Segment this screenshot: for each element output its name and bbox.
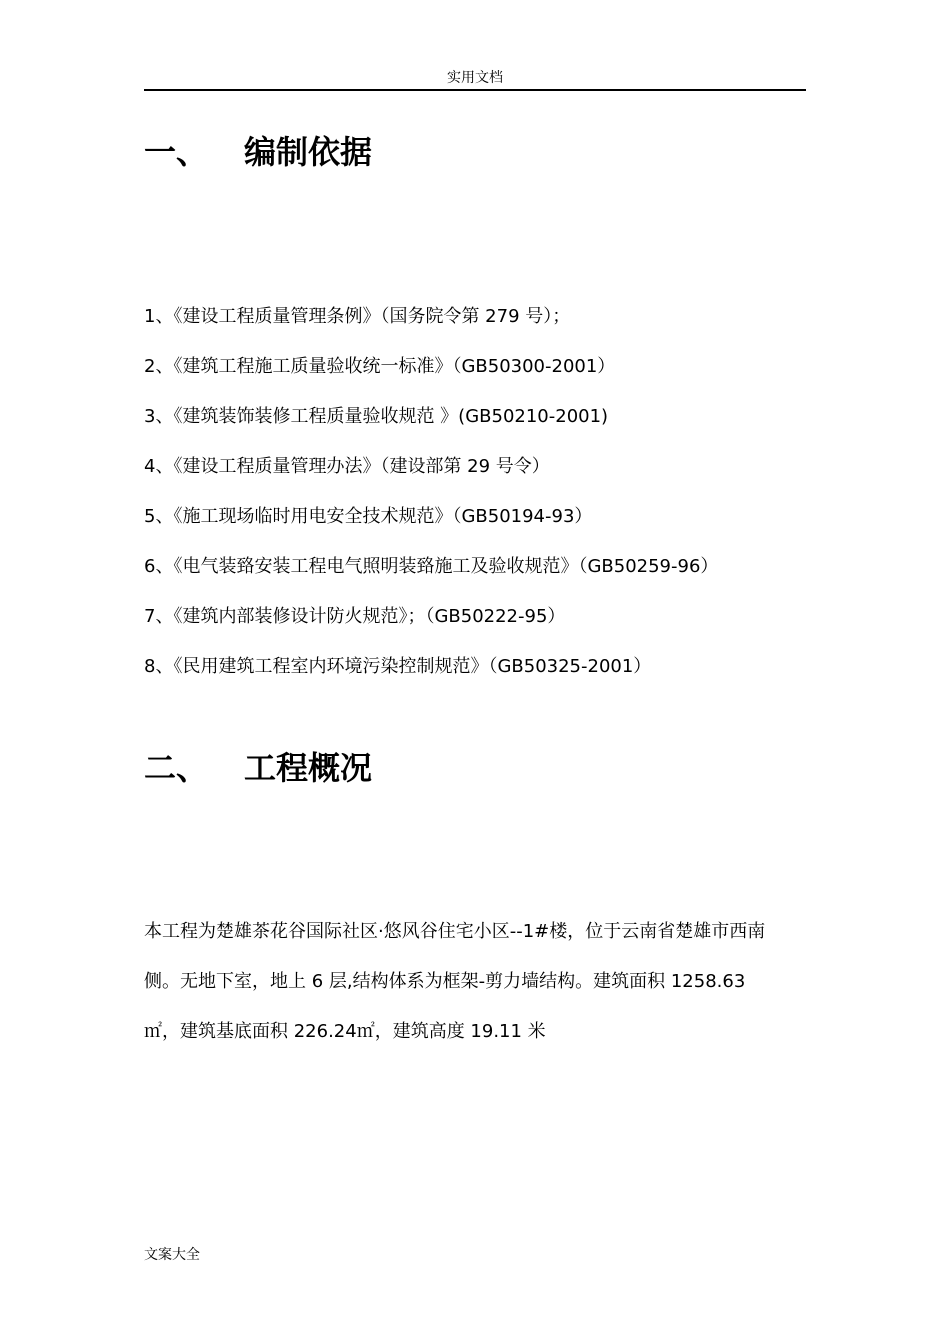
paragraph-line: 侧。无地下室，地上 6 层,结构体系为框架-剪力墙结构。建筑面积 1258.63 <box>144 971 746 992</box>
section-heading-overview <box>144 746 806 790</box>
section-title: 工程概况 <box>244 749 373 787</box>
list-item: 2、《建筑工程施工质量验收统一标准》（GB50300-2001） <box>144 356 616 377</box>
list-item: 6、《电气装臵安装工程电气照明装臵施工及验收规范》（GB50259-96） <box>144 556 719 577</box>
section-heading-basis <box>144 130 806 174</box>
section-title: 编制依据 <box>244 133 373 171</box>
section-number: 二、 <box>144 749 209 787</box>
list-item: 7、《建筑内部装修设计防火规范》；（GB50222-95） <box>144 606 566 627</box>
section-number: 一、 <box>144 133 209 171</box>
list-item: 1、《建设工程质量管理条例》（国务院令第 279 号）； <box>144 306 571 327</box>
list-item: 8、《民用建筑工程室内环境污染控制规范》（GB50325-2001） <box>144 656 652 677</box>
list-item: 5、《施工现场临时用电安全技术规范》（GB50194-93） <box>144 506 593 527</box>
paragraph-line: ㎡，建筑基底面积 226.24㎡，建筑高度 19.11 米 <box>144 1021 546 1042</box>
page-header: 实用文档 <box>144 68 806 91</box>
list-item: 4、《建设工程质量管理办法》（建设部第 29 号令） <box>144 456 550 477</box>
paragraph-line: 本工程为楚雄茶花谷国际社区·悠风谷住宅小区--1#楼，位于云南省楚雄市西南 <box>144 921 766 942</box>
overview-paragraph <box>144 920 806 1070</box>
list-item: 3、《建筑装饰装修工程质量验收规范 》(GB50210-2001) <box>144 406 609 427</box>
page-footer: 文案大全 <box>144 1247 200 1263</box>
reference-list <box>144 305 806 705</box>
